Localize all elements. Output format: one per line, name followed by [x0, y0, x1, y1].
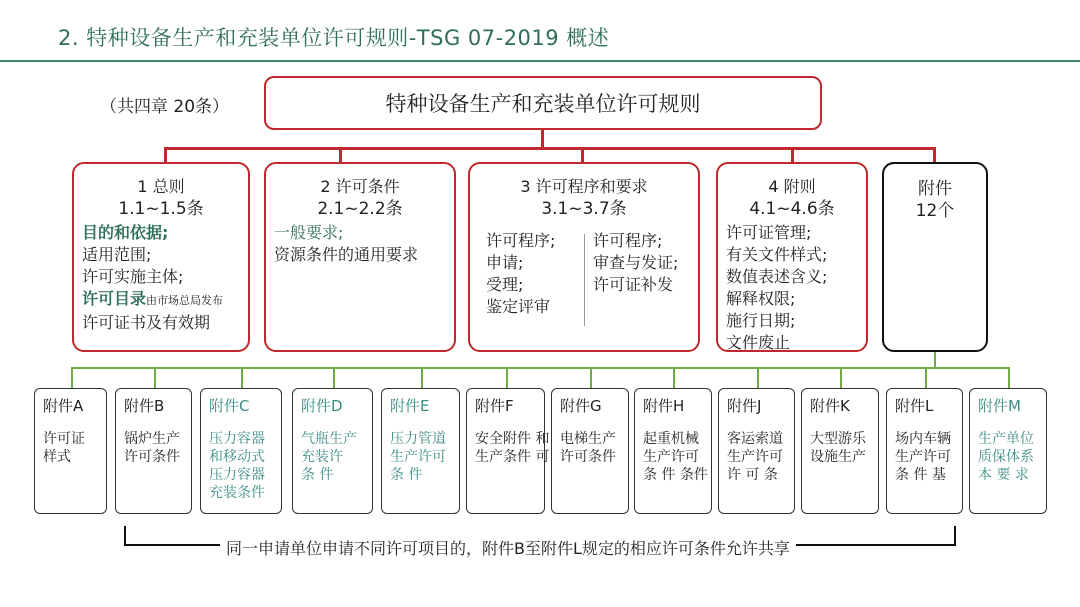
chapter-1-connector	[164, 147, 167, 163]
chapter-4-item: 许可证管理;	[726, 223, 812, 242]
chapter-4-item: 施行日期;	[726, 311, 796, 330]
appendix-description: 压力管道 生产许可 条 件	[390, 431, 446, 483]
appendix-connector	[925, 367, 927, 389]
chapter-3-title: 3 许可程序和要求	[520, 177, 648, 196]
chapter-3-left-list	[470, 230, 584, 326]
chapter-1-item: 许可目录	[82, 289, 147, 308]
chapter-bus	[164, 147, 936, 150]
chapter-2-item: 一般要求;	[274, 223, 344, 242]
root-node	[264, 76, 822, 130]
appendix-description: 锅炉生产 许可条件	[124, 431, 180, 465]
appendix-title: 附件C	[209, 397, 250, 415]
appendix-description: 许可证 样式	[43, 431, 85, 465]
appendix-connector	[590, 367, 592, 389]
chapter-1-item: 目的和依据;	[82, 223, 169, 242]
appendix-connector	[71, 367, 73, 389]
appendix-connector	[241, 367, 243, 389]
chapter-3-sections: 3.1~3.7条	[541, 199, 627, 219]
appendix-description: 起重机械 生产许可 条 件 条件	[643, 431, 708, 483]
chapter-3-item: 鉴定评审	[486, 297, 551, 316]
chapter-3-item: 申请;	[486, 253, 524, 272]
appendix-description: 生产单位 质保体系 本 要 求	[978, 431, 1034, 483]
appendix-box	[34, 388, 107, 514]
appendix-connector	[840, 367, 842, 389]
appendix-title: 附件L	[895, 397, 934, 415]
chapter-3-connector	[581, 147, 584, 163]
chapter-count-note: （共四章 20条）	[100, 97, 230, 117]
appendix-box	[200, 388, 282, 514]
appendix-box	[115, 388, 192, 514]
chapter-4-box	[716, 162, 868, 352]
appendix-title: 附件K	[810, 397, 850, 415]
chapter-3-item: 许可证补发	[593, 275, 674, 294]
chapter-4-item: 有关文件样式;	[726, 245, 828, 264]
chapter-2-connector	[339, 147, 342, 163]
annex-green-connector	[934, 352, 936, 368]
chapter-3-divider	[584, 234, 585, 326]
chapter-2-sections: 2.1~2.2条	[317, 199, 403, 219]
chapter-3-right-list	[593, 230, 678, 326]
root-connector	[541, 130, 544, 148]
chapter-1-box	[72, 162, 250, 352]
page-title: 2. 特种设备生产和充装单位许可规则-TSG 07-2019 概述	[58, 26, 610, 50]
appendix-description: 安全附件 和 生产条件 可	[475, 431, 550, 465]
chapter-2-box	[264, 162, 456, 352]
appendix-connector	[1008, 367, 1010, 389]
chapter-3-box	[468, 162, 700, 352]
appendix-connector	[506, 367, 508, 389]
header-divider	[0, 60, 1080, 62]
annex-count: 12个	[915, 201, 955, 221]
chapter-4-item: 解释权限;	[726, 289, 796, 308]
appendix-box	[886, 388, 963, 514]
chapter-4-connector	[791, 147, 794, 163]
shared-conditions-note: 同一申请单位申请不同许可项目的，附件B至附件L规定的相应许可条件允许共享	[220, 536, 796, 559]
chapter-4-item: 数值表述含义;	[726, 267, 828, 286]
appendix-box	[969, 388, 1047, 514]
appendix-description: 压力容器 和移动式 压力容器 充装条件	[209, 431, 265, 501]
appendix-connector	[333, 367, 335, 389]
chapter-1-item-note: 由市场总局发布	[146, 294, 224, 307]
appendix-title: 附件B	[124, 397, 165, 415]
chapter-1-item: 许可实施主体;	[82, 267, 184, 286]
appendix-description: 大型游乐 设施生产	[810, 431, 866, 465]
chapter-4-sections: 4.1~4.6条	[749, 199, 835, 219]
chapter-3-item: 受理;	[486, 275, 524, 294]
appendix-title: 附件J	[727, 397, 762, 415]
appendix-title: 附件M	[978, 397, 1021, 415]
chapter-3-item: 审查与发证;	[593, 253, 679, 272]
appendix-box	[466, 388, 550, 514]
appendix-description: 电梯生产 许可条件	[560, 431, 616, 465]
appendix-box	[718, 388, 795, 514]
appendix-title: 附件H	[643, 397, 685, 415]
appendix-connector	[757, 367, 759, 389]
appendix-description: 客运索道 生产许可 许 可 条	[727, 431, 783, 483]
appendix-box	[381, 388, 460, 514]
appendix-connector	[673, 367, 675, 389]
chapter-4-title: 4 附则	[768, 177, 816, 196]
appendix-box	[292, 388, 373, 514]
chapter-1-sections: 1.1~1.5条	[118, 199, 204, 219]
annex-title: 附件	[918, 179, 952, 199]
chapter-1-title: 1 总则	[137, 177, 185, 196]
chapter-1-item: 许可证书及有效期	[82, 313, 211, 332]
appendix-box	[801, 388, 879, 514]
appendix-bus	[72, 367, 1008, 369]
appendix-title: 附件E	[390, 397, 430, 415]
chapter-2-title: 2 许可条件	[320, 177, 400, 196]
appendix-description: 场内车辆 生产许可 条 件 基	[895, 431, 951, 483]
chapter-4-item: 文件废止	[726, 333, 791, 352]
appendix-box	[551, 388, 629, 514]
annex-box	[882, 162, 988, 352]
chapter-2-item: 资源条件的通用要求	[274, 245, 419, 264]
appendix-description: 气瓶生产 充装许 条 件	[301, 431, 357, 483]
root-label: 特种设备生产和充装单位许可规则	[385, 92, 701, 116]
appendix-title: 附件A	[43, 397, 84, 415]
chapter-3-item: 许可程序;	[593, 231, 663, 250]
appendix-box	[634, 388, 712, 514]
appendix-title: 附件G	[560, 397, 602, 415]
appendix-connector	[421, 367, 423, 389]
appendix-connector	[154, 367, 156, 389]
appendix-title: 附件F	[475, 397, 514, 415]
annex-connector	[933, 147, 936, 163]
chapter-3-item: 许可程序;	[486, 231, 556, 250]
chapter-1-item: 适用范围;	[82, 245, 152, 264]
appendix-title: 附件D	[301, 397, 343, 415]
